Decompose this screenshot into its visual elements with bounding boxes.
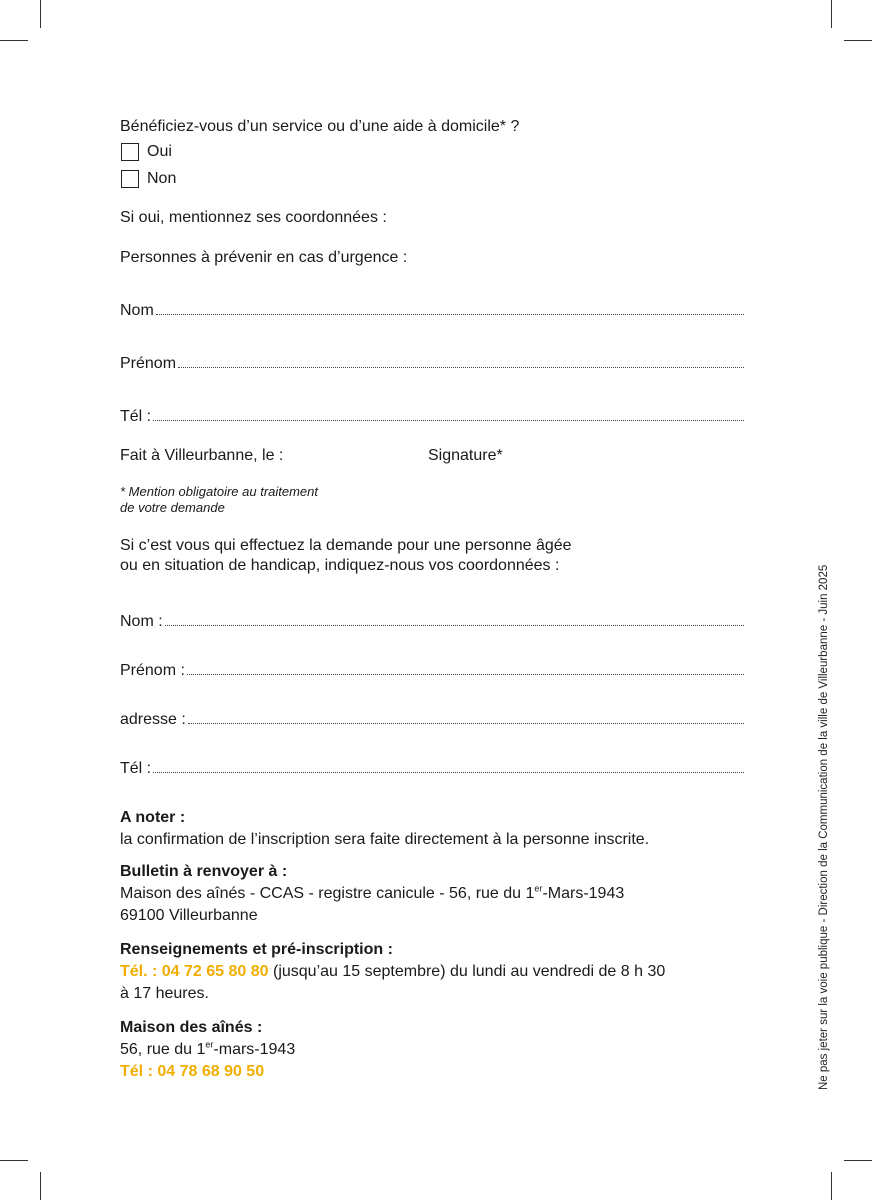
bulletin-address-sup: er: [534, 883, 543, 894]
dotted-line: [188, 709, 744, 724]
renseignements-hours: (jusqu’au 15 septembre) du lundi au vendredi de 8 h 30: [268, 963, 666, 980]
crop-mark: [831, 0, 832, 28]
dotted-line: [165, 611, 744, 626]
crop-mark: [844, 40, 872, 41]
option-oui-label: Oui: [147, 143, 172, 160]
maison-title: Maison des aînés :: [120, 1019, 263, 1036]
demande-prenom-label: Prénom :: [120, 662, 185, 679]
demande-nom-field[interactable]: [120, 611, 744, 632]
dotted-line: [153, 758, 744, 773]
dotted-line: [187, 660, 744, 675]
dotted-line: [156, 300, 744, 315]
demande-adresse-field[interactable]: [120, 709, 744, 730]
si-oui-text: Si oui, mentionnez ses coordonnées :: [120, 209, 387, 226]
urgence-prenom-field[interactable]: [120, 353, 744, 374]
demande-line-2: ou en situation de handicap, indiquez-nous vos coordonnées :: [120, 557, 560, 574]
renseignements-section: [120, 939, 665, 1005]
mention-line-1: * Mention obligatoire au traitement: [120, 484, 319, 499]
checkbox-non[interactable]: [121, 170, 139, 188]
demande-line-1: Si c’est vous qui effectuez la demande pour une personne âgée: [120, 537, 572, 554]
demande-tel-label: Tél :: [120, 760, 152, 777]
urgence-nom-label: Nom: [120, 302, 154, 319]
demande-nom-label: Nom :: [120, 613, 163, 630]
option-non-label: Non: [147, 170, 177, 187]
maison-phone[interactable]: Tél : 04 78 68 90 50: [120, 1063, 265, 1080]
option-oui[interactable]: [121, 143, 172, 161]
maison-address-part: -mars-1943: [213, 1041, 296, 1058]
a-noter-section: [120, 807, 649, 851]
mention-line-2: de votre demande: [120, 500, 225, 515]
urgence-prenom-label: Prénom: [120, 355, 177, 372]
crop-mark: [831, 1172, 832, 1200]
crop-mark: [40, 0, 41, 28]
checkbox-oui[interactable]: [121, 143, 139, 161]
maison-address: [120, 1039, 295, 1061]
demande-tel-field[interactable]: [120, 758, 744, 779]
bulletin-address-line-2: 69100 Villeurbanne: [120, 907, 258, 924]
demande-prenom-field[interactable]: [120, 660, 744, 681]
bulletin-address-part: -Mars-1943: [542, 885, 625, 902]
bulletin-title: Bulletin à renvoyer à :: [120, 863, 288, 880]
fait-a-text: Fait à Villeurbanne, le :: [120, 447, 284, 464]
mention-note: [120, 484, 318, 516]
renseignements-title: Renseignements et pré-inscription :: [120, 941, 393, 958]
question-text: Bénéficiez-vous d’un service ou d’une aide à domicile* ?: [120, 118, 520, 135]
bulletin-section: [120, 861, 624, 927]
vertical-legal-text: Ne pas jeter sur la voie publique - Direction de la Communication de la ville de Villeurbanne - Juin 2025: [818, 564, 830, 1090]
urgence-nom-field[interactable]: [120, 300, 744, 321]
option-non[interactable]: [121, 170, 176, 188]
crop-mark: [0, 1160, 28, 1161]
crop-mark: [40, 1172, 41, 1200]
renseignements-line-1: [120, 961, 665, 983]
maison-address-sup: er: [205, 1039, 214, 1050]
urgence-tel-field[interactable]: [120, 406, 744, 427]
bulletin-address-part: Maison des aînés - CCAS - registre canicule - 56, rue du 1: [120, 885, 535, 902]
demande-text: [120, 536, 572, 576]
crop-mark: [844, 1160, 872, 1161]
renseignements-line-2: à 17 heures.: [120, 985, 209, 1002]
maison-address-part: 56, rue du 1: [120, 1041, 206, 1058]
renseignements-phone[interactable]: Tél. : 04 72 65 80 80: [120, 963, 269, 980]
crop-mark: [0, 40, 28, 41]
maison-section: [120, 1017, 295, 1083]
urgence-text: Personnes à prévenir en cas d’urgence :: [120, 249, 408, 266]
dotted-line: [178, 353, 744, 368]
a-noter-text: la confirmation de l’inscription sera faite directement à la personne inscrite.: [120, 831, 650, 848]
signature-text: Signature*: [428, 447, 503, 464]
demande-adresse-label: adresse :: [120, 711, 186, 728]
a-noter-title: A noter :: [120, 809, 186, 826]
bulletin-address-line-1: [120, 883, 624, 905]
urgence-tel-label: Tél :: [120, 408, 152, 425]
dotted-line: [153, 406, 744, 421]
